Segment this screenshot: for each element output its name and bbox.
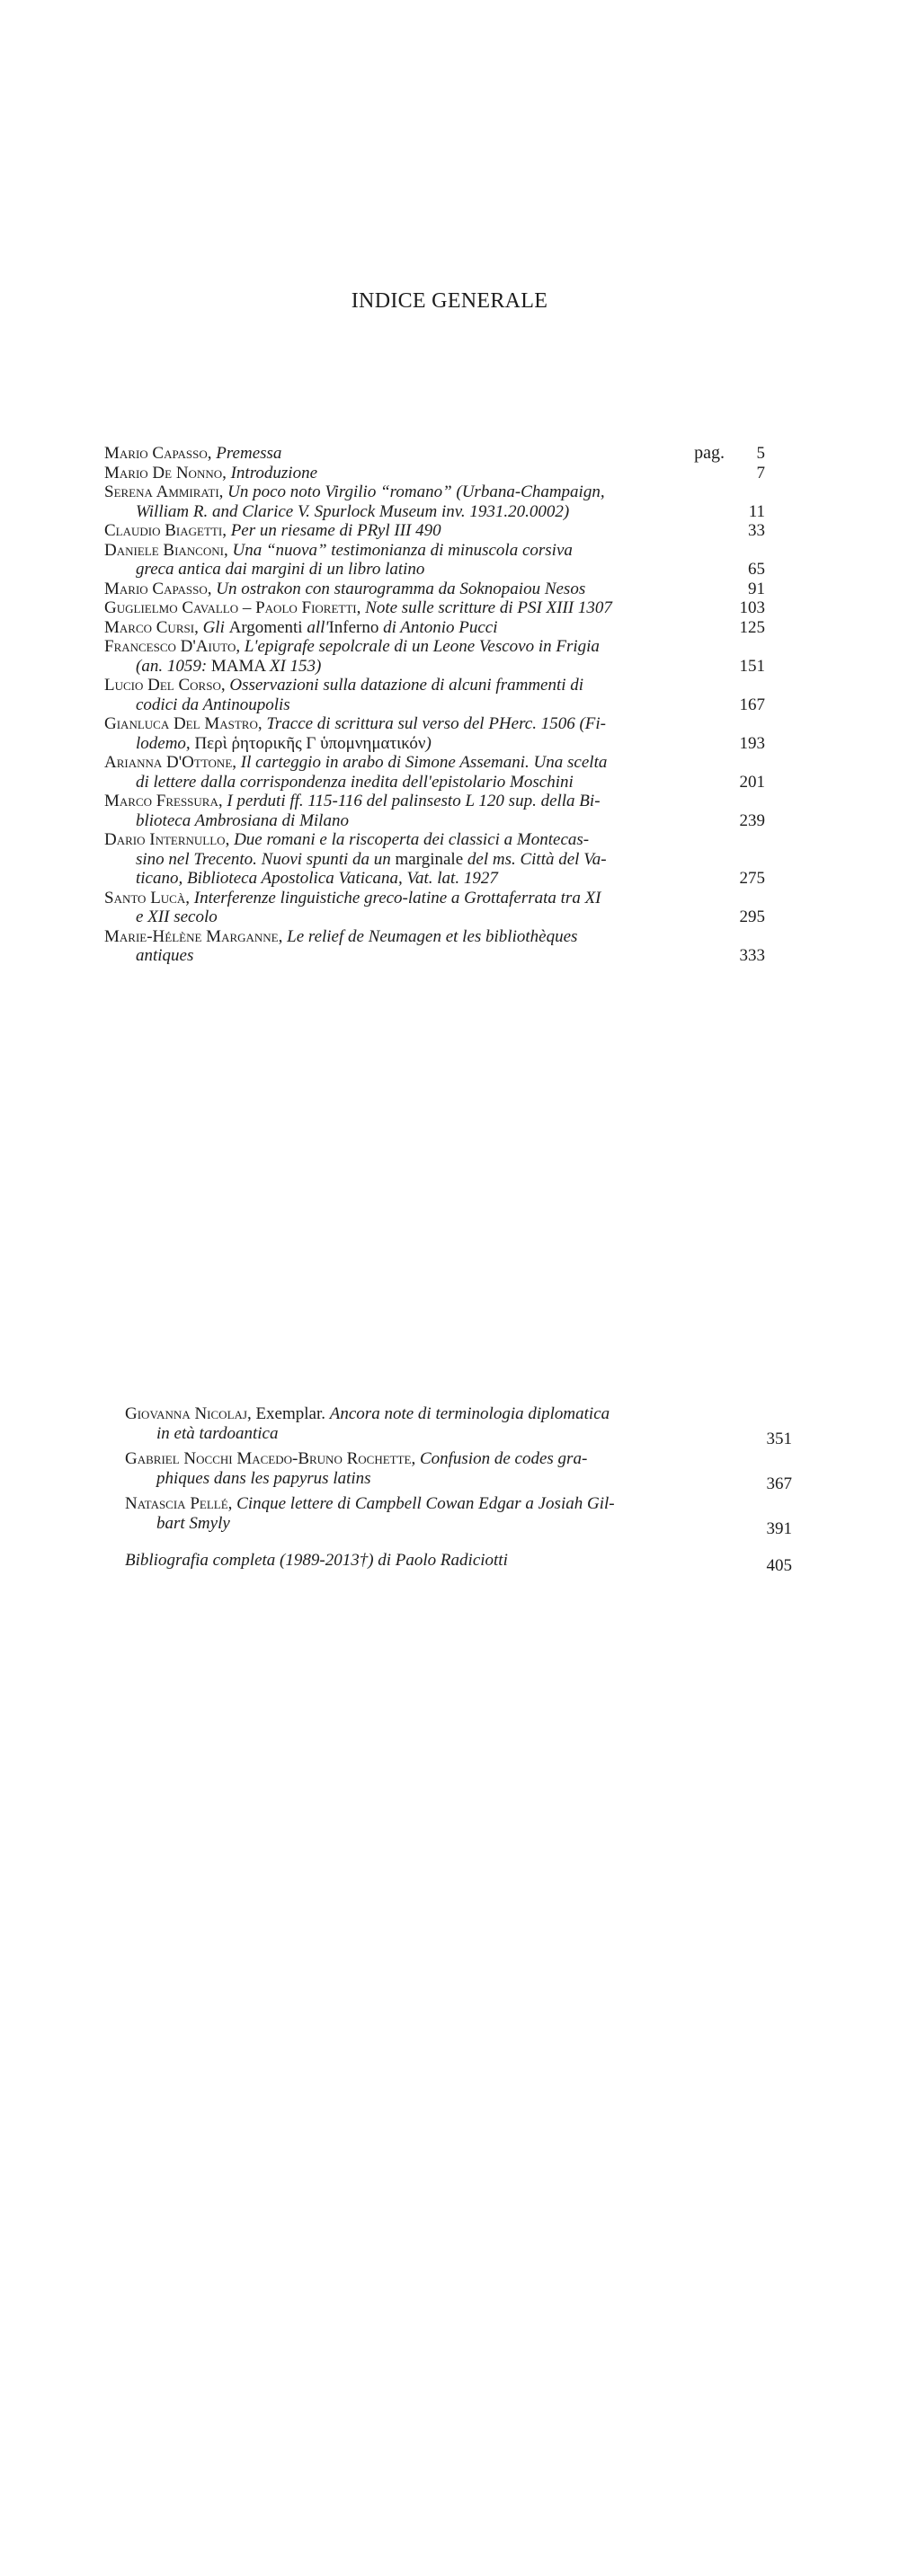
toc-entry [125, 1551, 792, 1575]
toc-entry-page-number: 295 [739, 907, 765, 926]
toc-entry-title-segment: di Antonio Pucci [383, 617, 498, 637]
toc-entry-line [104, 521, 680, 541]
toc-entry-title-segment: , [222, 463, 231, 482]
toc-entry-line [125, 1551, 707, 1571]
toc-entry-title-segment: sino nel Trecento. Nuovi spunti da un [136, 849, 396, 869]
toc-entry-title-segment: ticano, Biblioteca Apostolica Vaticana, Vat. lat. 1927 [136, 869, 498, 888]
toc-entry-title-segment: bart Smyly [156, 1513, 230, 1533]
toc-entry-line [104, 714, 680, 734]
toc-entry-title-segment: Gli [202, 617, 229, 637]
toc-entry [104, 598, 765, 618]
toc-entry [104, 618, 765, 638]
toc-entry-title-segment: William R. and Clarice V. Spurlock Museum inv. 1931.20.0002) [136, 501, 570, 521]
toc-entry-title-segment: Le relief de Neumagen et les bibliothèques [287, 926, 578, 946]
toc-entry-line [104, 541, 680, 561]
toc-entry [125, 1449, 792, 1493]
pag-label: pag. [694, 443, 725, 463]
toc-entry-line [104, 830, 680, 850]
toc-entry-line [104, 907, 680, 927]
toc-entry-title-segment: Tracce di scrittura sul verso del PHerc. 1506 (Fi- [266, 714, 606, 733]
toc-entry-author: Dario Internullo [104, 830, 226, 849]
toc-entry-author: Lucio Del Corso [104, 676, 221, 695]
toc-entry-title-segment: Premessa [216, 444, 282, 463]
toc-entry-line [104, 598, 680, 618]
toc-entry-title-segment: , [236, 637, 245, 656]
toc-entry-author: Marie-Hélène Marganne [104, 926, 279, 946]
toc-entry-line [125, 1514, 707, 1534]
toc-entry-page-number: 33 [748, 521, 765, 540]
toc-entry-title-segment: , [232, 753, 241, 772]
toc-entry-title-segment: Bibliografia completa (1989-2013†) di Paolo Radiciotti [125, 1551, 508, 1570]
toc-entry [104, 753, 765, 792]
toc-entry-page-number: 151 [739, 656, 765, 676]
toc-entry-title-segment: , [225, 830, 235, 849]
toc-entry-title-segment: antiques [136, 946, 194, 965]
toc-entry-line [104, 482, 680, 502]
toc-entry-title-segment: , [207, 579, 217, 598]
toc-entry-line [104, 734, 680, 754]
toc-entry-title-segment: di lettere dalla corrispondenza inedita dell'epistolario Moschini [136, 772, 574, 792]
toc-entry-line [104, 444, 680, 464]
toc-entry-title-segment: MAMA [210, 656, 270, 676]
toc-entry-author: Natascia Pellé [125, 1494, 228, 1513]
toc-entry-title-segment: Note sulle scritture di PSI XIII 1307 [365, 598, 612, 617]
toc-entry-title-segment: Per un riesame di PRyl III 490 [230, 521, 441, 540]
toc-entry-author: Marco Fressura [104, 792, 218, 810]
toc-entry [104, 714, 765, 753]
toc-entry-page-number: 167 [739, 695, 765, 714]
toc-entry-line [125, 1424, 707, 1444]
toc-entry [104, 482, 765, 521]
toc-entry-line [104, 927, 680, 947]
toc-entry-line [104, 502, 680, 522]
toc-entry-title-segment: , [207, 444, 217, 463]
toc-entry-page-number: 5 [756, 444, 765, 463]
toc-entry-line [104, 869, 680, 889]
toc-entry-title-segment: codici da Antinoupolis [136, 695, 290, 714]
toc-entry-page-number: 275 [739, 869, 765, 888]
toc-entry [104, 830, 765, 889]
toc-entry-title-segment: in età tardoantica [156, 1423, 279, 1443]
toc-entry-title-segment: Introduzione [230, 463, 318, 482]
toc-entry-author: Arianna D'Ottone [104, 753, 233, 772]
toc-entry-page-number: 65 [748, 560, 765, 579]
toc-entry-title-segment: marginale [395, 849, 467, 869]
toc-entry-title-segment: all' [307, 617, 329, 637]
toc-entry-line [104, 946, 680, 966]
toc-entry-title-segment: blioteca Ambrosiana di Milano [136, 810, 349, 830]
toc-entry-line [104, 464, 680, 483]
toc-entry-line [104, 618, 680, 638]
toc-entry-author: Francesco D'Aiuto [104, 637, 236, 656]
toc-entry-title-segment: , [220, 676, 230, 695]
toc-entry-author: Mario Capasso [104, 579, 208, 598]
toc-entry-title-segment: Confusion de codes gra- [419, 1449, 588, 1468]
toc-entry-title-segment: , [218, 482, 228, 501]
toc-entry-title-segment: , Exemplar. [246, 1404, 330, 1423]
toc-entry-page-number: 193 [739, 733, 765, 753]
toc-entry-author: Daniele Bianconi [104, 540, 224, 560]
toc-entry-line [104, 695, 680, 715]
toc-entry-page-number: 333 [739, 946, 765, 965]
table-of-contents-part-1 [104, 444, 765, 966]
toc-entry-page-number: 239 [739, 810, 765, 830]
toc-entry-title-segment: , [356, 598, 366, 617]
toc-entry [125, 1404, 792, 1448]
toc-entry-line [104, 580, 680, 599]
toc-entry-title-segment: XI 153) [269, 656, 322, 676]
toc-entry-title-segment: ) [425, 733, 432, 753]
toc-entry [104, 541, 765, 580]
toc-entry-title-segment: (an. 1059: [136, 656, 211, 676]
toc-entry-line [104, 889, 680, 908]
toc-entry [104, 637, 765, 676]
toc-entry-title-segment: phiques dans les papyrus latins [156, 1468, 371, 1488]
toc-entry-title-segment: Due romani e la riscoperta dei classici a Montecas- [234, 830, 590, 849]
toc-entry-line [125, 1404, 707, 1424]
toc-entry [104, 927, 765, 966]
toc-entry-title-segment: , [222, 521, 231, 540]
toc-entry-page-number: 11 [748, 501, 765, 521]
toc-entry-title-segment: , [411, 1449, 420, 1468]
toc-entry-title-segment: greca antica dai margini di un libro latino [136, 560, 425, 579]
toc-entry-line [104, 753, 680, 773]
toc-entry-page-number: 367 [766, 1474, 792, 1493]
toc-entry-title-segment: Un ostrakon con staurogramma da Soknopaiou Nesos [216, 579, 586, 598]
toc-entry-line [104, 676, 680, 695]
toc-entry-page-number: 103 [739, 598, 765, 617]
toc-entry-title-segment: , [227, 1494, 237, 1513]
toc-entry [104, 444, 765, 464]
toc-entry-line [125, 1469, 707, 1489]
toc-entry-title-segment: , [185, 888, 194, 907]
toc-entry-line [104, 792, 680, 811]
toc-entry-page-number: 405 [766, 1556, 792, 1575]
toc-entry-author: Santo Lucà [104, 888, 186, 907]
toc-entry-author: Serena Ammirati [104, 482, 219, 501]
toc-entry-line [104, 637, 680, 657]
toc-entry-author: Gianluca Del Mastro [104, 714, 258, 733]
toc-entry-title-segment: Argomenti [228, 617, 307, 637]
toc-entry-author: Claudio Biagetti [104, 521, 223, 540]
toc-entry [104, 521, 765, 541]
toc-entry-title-segment: Inferno [328, 617, 384, 637]
toc-entry-title-segment: L'epigrafe sepolcrale di un Leone Vescovo in Frigia [244, 637, 600, 656]
toc-entry-title-segment: Ancora note di terminologia diplomatica [329, 1404, 610, 1423]
toc-entry-title-segment: , [223, 540, 233, 560]
toc-entry [104, 464, 765, 483]
toc-entry-line [104, 657, 680, 677]
toc-entry-page-number: 125 [739, 617, 765, 637]
toc-entry-line [104, 811, 680, 831]
toc-entry-title-segment: Osservazioni sulla datazione di alcuni frammenti di [229, 676, 584, 695]
toc-entry-page-number: 91 [748, 579, 765, 598]
toc-entry-title-segment: Interferenze linguistiche greco-latine a Grottaferrata tra XI [193, 888, 601, 907]
toc-entry [125, 1494, 792, 1538]
toc-entry-title-segment: Una “nuova” testimonianza di minuscola corsiva [232, 540, 573, 560]
toc-entry-title-segment: , [194, 617, 203, 637]
toc-entry-author: Mario De Nonno [104, 463, 223, 482]
toc-entry-line [104, 773, 680, 792]
toc-entry-title-segment: Cinque lettere di Campbell Cowan Edgar a Josiah Gil- [236, 1494, 615, 1513]
toc-entry [104, 889, 765, 927]
toc-entry-title-segment: Περὶ ῥητορικῆς Γ ὑπομνηματικόν [194, 733, 426, 753]
toc-entry-line [125, 1449, 707, 1469]
toc-entry-title-segment: , [278, 926, 288, 946]
toc-entry-title-segment: lodemo, [136, 733, 195, 753]
toc-entry-author: Marco Cursi [104, 617, 195, 637]
toc-entry-title-segment: Un poco noto Virgilio “romano” (Urbana-Champaign, [227, 482, 605, 501]
toc-entry [104, 792, 765, 830]
toc-entry-author: Mario Capasso [104, 444, 208, 463]
toc-entry-line [125, 1494, 707, 1514]
toc-entry-page-number: 201 [739, 772, 765, 792]
toc-entry-author: Gabriel Nocchi Macedo-Bruno Rochette [125, 1449, 412, 1468]
toc-entry-page-number: 7 [756, 463, 765, 482]
toc-entry-author: Guglielmo Cavallo – Paolo Fioretti [104, 598, 357, 617]
toc-entry-title-segment: I perduti ff. 115-116 del palinsesto L 120 sup. della Bi- [227, 792, 601, 810]
toc-entry-author: Giovanna Nicolaj [125, 1404, 247, 1423]
toc-entry [104, 676, 765, 714]
toc-entry-title-segment: del ms. Città del Va- [467, 849, 607, 869]
page-title: INDICE GENERALE [351, 289, 548, 313]
table-of-contents-part-2 [125, 1404, 792, 1577]
toc-entry [104, 580, 765, 599]
toc-entry-page-number: 391 [766, 1518, 792, 1538]
toc-entry-line [104, 850, 680, 870]
toc-entry-title-segment: , [257, 714, 267, 733]
toc-entry-title-segment: , [218, 792, 227, 810]
toc-entry-title-segment: Il carteggio in arabo di Simone Assemani. Una scelta [240, 753, 608, 772]
toc-entry-line [104, 560, 680, 580]
toc-entry-page-number: 351 [766, 1429, 792, 1448]
toc-entry-title-segment: e XII secolo [136, 907, 218, 926]
